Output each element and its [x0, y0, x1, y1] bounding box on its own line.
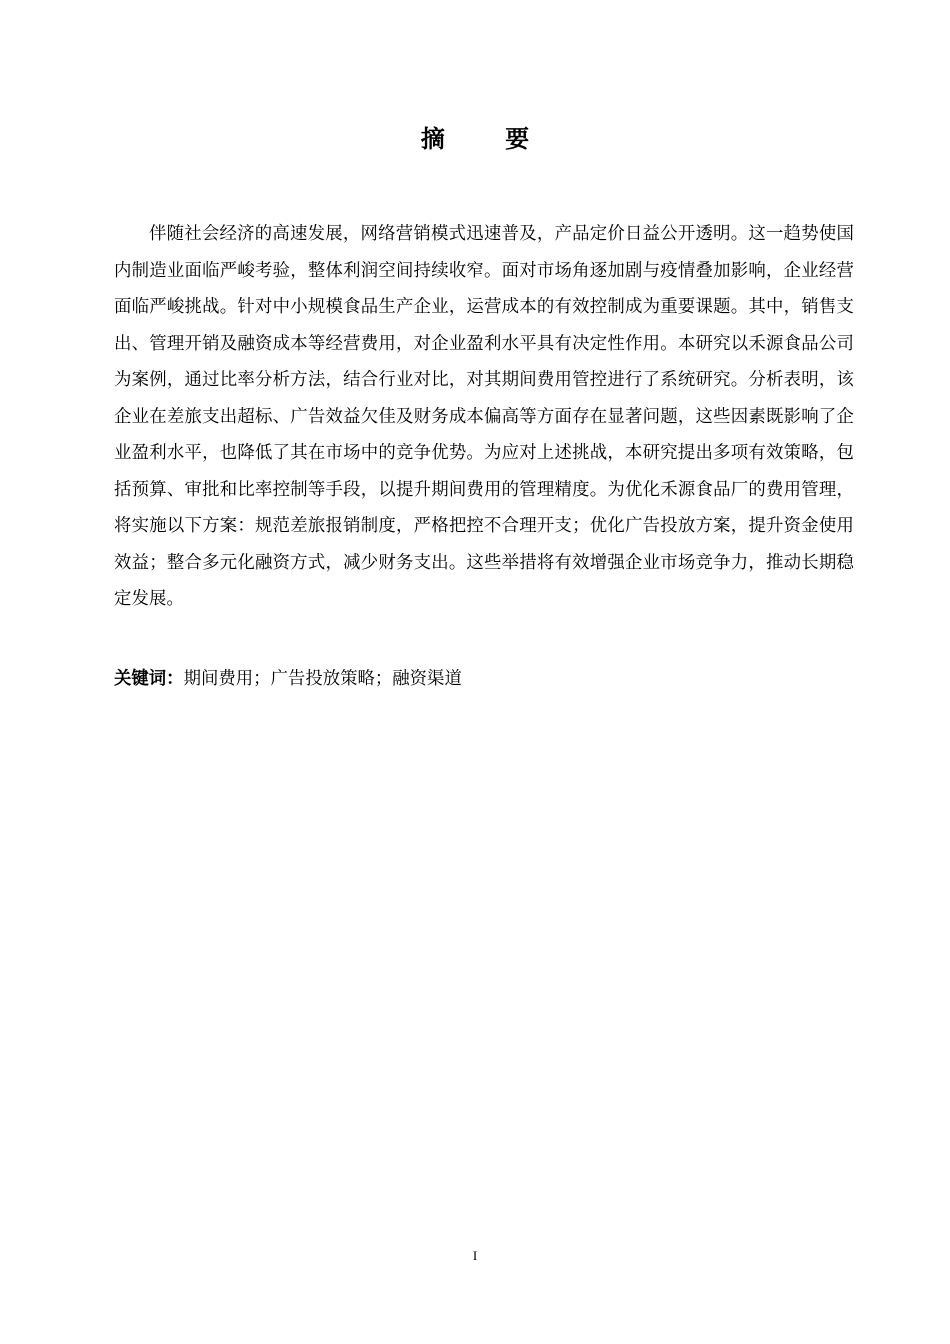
keywords-line [114, 664, 854, 694]
abstract-title: 摘 要 [420, 125, 556, 153]
page-number: I [472, 1248, 478, 1263]
abstract-body: 伴随社会经济的高速发展，网络营销模式迅速普及，产品定价日益公开透明。这一趋势使国内制造业面临严峻考验，整体利润空间持续收窄。面对市场角逐加剧与疫情叠加影响，企业经营面临严峻挑战。针对中小规模食品生产企业，运营成本的有效控制成为重要课题。其中，销售支出、管理开销及融资成本等经营费用，对企业盈利水平具有决定性作用。本研究以禾源食品公司为案例，通过比率分析方法，结合行业对比，对其期间费用管控进行了系统研究。分析表明，该企业在差旅支出超标、广告效益欠佳及财务成本偏高等方面存在显著问题，这些因素既影响了企业盈利水平，也降低了其在市场中的竞争优势。为应对上述挑战，本研究提出多项有效策略，包括预算、审批和比率控制等手段，以提升期间费用的管理精度。为优化禾源食品厂的费用管理，将实施以下方案：规范差旅报销制度，严格把控不合理开支；优化广告投放方案，提升资金使用效益；整合多元化融资方式，减少财务支出。这些举措将有效增强企业市场竞争力，推动长期稳定发展。 [114, 224, 854, 609]
keywords-text: 期间费用；广告投放策略；融资渠道 [183, 669, 462, 689]
keywords-label: 关键词： [114, 669, 184, 689]
